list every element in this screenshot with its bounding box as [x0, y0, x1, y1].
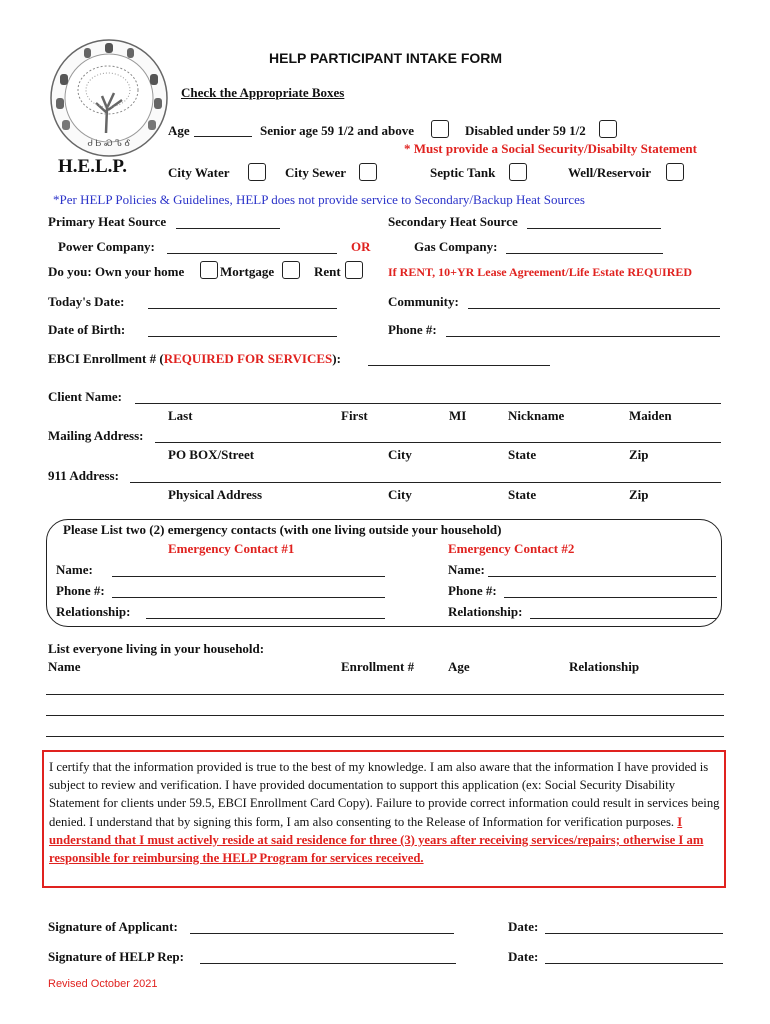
household-row-line[interactable]	[46, 715, 724, 716]
help-logo	[44, 38, 174, 168]
well-label: Well/Reservoir	[568, 165, 652, 180]
disabled-label: Disabled under 59 1/2	[465, 123, 586, 138]
ebci-required: REQUIRED FOR SERVICES	[163, 351, 333, 366]
contact1-name-field[interactable]	[112, 576, 385, 577]
mailing-col-state: State	[508, 447, 537, 462]
household-col-age: Age	[448, 659, 470, 674]
address911-field[interactable]	[130, 482, 721, 483]
phone-field[interactable]	[446, 336, 720, 337]
address911-col-city: City	[388, 487, 412, 502]
city-sewer-checkbox[interactable]	[359, 163, 377, 181]
certification-box	[42, 750, 726, 888]
contact2-relationship-label: Relationship:	[448, 604, 523, 619]
contact2-title: Emergency Contact #2	[448, 541, 575, 556]
contact2-phone-field[interactable]	[504, 597, 717, 598]
applicant-date-label: Date:	[508, 919, 539, 934]
well-checkbox[interactable]	[666, 163, 684, 181]
logo-text: H.E.L.P.	[58, 156, 127, 177]
own-home-label: Do you: Own your home	[48, 264, 185, 279]
client-name-label: Client Name:	[48, 389, 123, 404]
community-field[interactable]	[468, 308, 720, 309]
applicant-signature-label: Signature of Applicant:	[48, 919, 178, 934]
senior-label: Senior age 59 1/2 and above	[260, 123, 414, 138]
rep-date-label: Date:	[508, 949, 539, 964]
dob-label: Date of Birth:	[48, 322, 126, 337]
rent-note: If RENT, 10+YR Lease Agreement/Life Estate REQUIRED	[388, 265, 693, 279]
svg-text:Ꮷ Ꮟ Ꮝ Ꮦ Ꮄ: Ꮷ Ꮟ Ꮝ Ꮦ Ꮄ	[87, 139, 131, 149]
mailing-col-street: PO BOX/Street	[168, 447, 255, 462]
revised-date: Revised October 2021	[48, 978, 158, 990]
ebci-label	[48, 351, 341, 367]
rent-checkbox[interactable]	[345, 261, 363, 279]
applicant-signature-field[interactable]	[190, 933, 454, 934]
age-label: Age	[168, 123, 190, 138]
contact1-relationship-label: Relationship:	[56, 604, 131, 619]
name-col-nickname: Nickname	[508, 408, 565, 423]
disabled-checkbox[interactable]	[599, 120, 617, 138]
phone-label: Phone #:	[388, 322, 437, 337]
address911-label: 911 Address:	[48, 468, 119, 483]
tree-seal-icon	[44, 38, 174, 168]
rep-signature-field[interactable]	[200, 963, 456, 964]
name-col-mi: MI	[449, 408, 467, 423]
city-water-checkbox[interactable]	[248, 163, 266, 181]
contact1-title: Emergency Contact #1	[168, 541, 295, 556]
household-row-line[interactable]	[46, 694, 724, 695]
certification-emphasis: I understand that I must actively reside at said residence for three (3) years after receiving services/repairs; otherwise I am responsible for reimbursing the HELP Program for services received.	[49, 814, 704, 866]
gas-company-label: Gas Company:	[414, 239, 498, 254]
mailing-label: Mailing Address:	[48, 428, 144, 443]
ebci-suffix: ):	[332, 351, 341, 366]
senior-checkbox[interactable]	[431, 120, 449, 138]
septic-tank-label: Septic Tank	[430, 165, 496, 180]
household-heading: List everyone living in your household:	[48, 641, 265, 656]
gas-company-field[interactable]	[506, 253, 663, 254]
certification-text: I certify that the information provided is true to the best of my knowledge. I am also aware that the information I have provided is subject to review and verification. I have provided documentation to support this application (ex: Social Security Disability Statement for clients under 59.5, EBCI Enrollment Card Copy). Failure to provide correct information could result in services being denied. I understand that by signing this form, I am also consenting to the Release of Information for verification purposes.	[49, 760, 720, 829]
ebci-prefix: EBCI Enrollment # (	[48, 351, 164, 366]
todays-date-label: Today's Date:	[48, 294, 125, 309]
household-row-line[interactable]	[46, 736, 724, 737]
city-water-label: City Water	[168, 165, 230, 180]
contact2-phone-label: Phone #:	[448, 583, 497, 598]
mortgage-checkbox[interactable]	[282, 261, 300, 279]
dob-field[interactable]	[148, 336, 337, 337]
form-subtitle: Check the Appropriate Boxes	[181, 85, 345, 100]
emergency-heading: Please List two (2) emergency contacts (with one living outside your household)	[63, 522, 502, 537]
contact1-relationship-field[interactable]	[146, 618, 385, 619]
todays-date-field[interactable]	[148, 308, 337, 309]
rent-label: Rent	[314, 264, 341, 279]
household-col-enrollment: Enrollment #	[341, 659, 415, 674]
primary-heat-field[interactable]	[176, 228, 280, 229]
secondary-heat-label: Secondary Heat Source	[388, 214, 518, 229]
or-label: OR	[351, 239, 371, 254]
secondary-heat-field[interactable]	[527, 228, 661, 229]
applicant-date-field[interactable]	[545, 933, 723, 934]
rep-date-field[interactable]	[545, 963, 723, 964]
policy-note: *Per HELP Policies & Guidelines, HELP does not provide service to Secondary/Backup Heat Sources	[53, 192, 585, 207]
community-label: Community:	[388, 294, 459, 309]
mortgage-label: Mortgage	[220, 264, 275, 279]
form-title: HELP PARTICIPANT INTAKE FORM	[269, 50, 503, 66]
mailing-col-zip: Zip	[629, 447, 649, 462]
client-name-field[interactable]	[135, 403, 721, 404]
address911-col-state: State	[508, 487, 537, 502]
contact2-name-field[interactable]	[488, 576, 716, 577]
septic-tank-checkbox[interactable]	[509, 163, 527, 181]
rep-signature-label: Signature of HELP Rep:	[48, 949, 184, 964]
own-home-checkbox[interactable]	[200, 261, 218, 279]
household-col-relationship: Relationship	[569, 659, 640, 674]
ebci-field[interactable]	[368, 365, 550, 366]
name-col-first: First	[341, 408, 368, 423]
name-col-maiden: Maiden	[629, 408, 672, 423]
address911-col-zip: Zip	[629, 487, 649, 502]
contact1-phone-field[interactable]	[112, 597, 385, 598]
primary-heat-label: Primary Heat Source	[48, 214, 167, 229]
household-col-name: Name	[48, 659, 81, 674]
address911-col-physical: Physical Address	[168, 487, 263, 502]
age-field[interactable]	[194, 136, 252, 137]
power-company-label: Power Company:	[58, 239, 155, 254]
contact2-relationship-field[interactable]	[530, 618, 717, 619]
mailing-field[interactable]	[155, 442, 721, 443]
contact2-name-label: Name:	[448, 562, 485, 577]
city-sewer-label: City Sewer	[285, 165, 347, 180]
contact1-phone-label: Phone #:	[56, 583, 105, 598]
ssd-note: * Must provide a Social Security/Disabilty Statement	[404, 141, 697, 156]
contact1-name-label: Name:	[56, 562, 93, 577]
name-col-last: Last	[168, 408, 193, 423]
mailing-col-city: City	[388, 447, 412, 462]
power-company-field[interactable]	[167, 253, 337, 254]
